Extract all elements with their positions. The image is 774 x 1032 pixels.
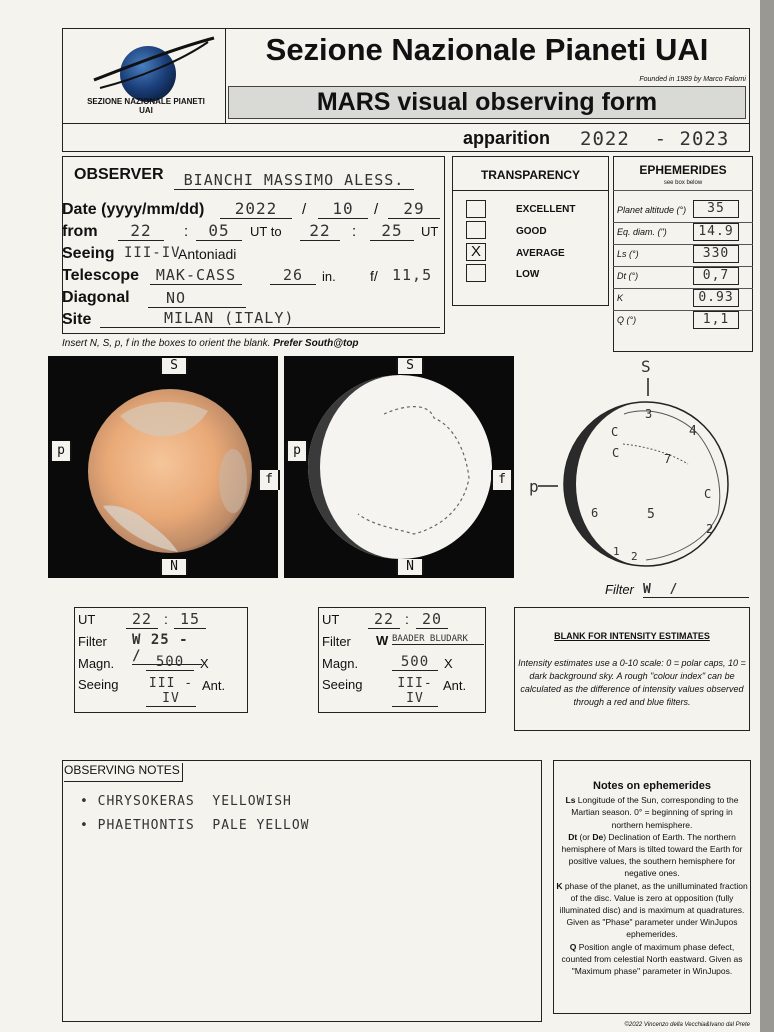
sketch-label-3: 3 [645,407,654,421]
transparency-excellent-checkbox[interactable] [466,200,486,218]
header-divider-v [225,29,226,123]
d1-ut-hour: 22 [126,610,158,629]
drawing-panel-color [48,356,278,578]
ephemerides-subtitle: see box below [663,180,703,186]
sketch-s-label: S [641,357,652,376]
transparency-good-checkbox[interactable] [466,221,486,239]
eph-notes-title: Notes on ephemerides [593,780,711,792]
eph-notes-content [556,780,748,977]
f-ratio-label: f/ [370,268,378,284]
sketch-label-2a: 2 [706,522,715,536]
sketch-label-6: 6 [591,506,600,520]
note-item-2-text: PHAETHONTIS PALE YELLOW [97,818,310,833]
eph-value-q: 1,1 [693,311,739,329]
d1-magn-value: 500 [146,654,194,671]
seeing-scale: Antoniadi [178,246,237,262]
eph-value-diameter: 14.9 [693,223,739,241]
date-day: 29 [388,199,440,219]
aperture-unit: in. [322,269,336,284]
transparency-good-label: GOOD [516,226,547,237]
d1-ut-minute: 15 [174,610,206,629]
eph-note-q-text: Position angle of maximum phase defect, counted from celestial North eastward. Given as "Maximum phase" parameter in WinJupos. [561,941,743,977]
ephemerides-title: EPHEMERIDES [639,163,727,177]
eph-note-dt-mid: (or [577,831,593,842]
d1-seeing-value: III - IV [146,676,196,707]
sketch-diagram [528,374,754,572]
eph-label-ls: Ls (°) [617,249,639,259]
d1-ut-colon: : [164,611,168,627]
eph-note-ls [556,794,748,831]
sketch-p-label: p [529,477,540,496]
eph-label-k: K [617,293,624,303]
drawing-panel-blue [284,356,514,578]
apparition-value: 2022 - 2023 [580,128,730,150]
eph-note-de-key: De [592,831,604,842]
to-minute: 25 [370,221,414,241]
transparency-low-label: LOW [516,269,540,280]
observing-notes-title: OBSERVING NOTES [64,763,183,782]
page-title: Sezione Nazionale Pianeti UAI [265,32,709,67]
transparency-average-label: AVERAGE [516,248,565,259]
observer-name: BIANCHI MASSIMO ALESS. [174,171,414,190]
sketch-label-c3: C [704,487,713,501]
instructions-bold: Prefer South@top [273,338,359,349]
eph-note-q-key: Q [569,941,577,952]
orient-f-color[interactable]: f [258,470,280,490]
d1-filter-value: W 25 - / [132,632,202,665]
from-minute: 05 [196,221,242,241]
eph-value-dt: 0,7 [693,267,739,285]
form-title: MARS visual observing form [228,86,746,119]
orient-p-color[interactable]: p [50,441,72,461]
d2-ut-hour: 22 [368,610,400,629]
d2-magn-x: X [444,656,453,671]
diagonal-label: Diagonal [62,289,130,306]
note-item-2: • PHAETHONTIS PALE YELLOW [80,818,310,833]
sketch-filter-value: W / [643,582,749,598]
eph-value-ls: 330 [693,245,739,263]
footer-credit: ©2022 Vincenzo della Vecchia&Ivano dal Prete [624,1022,750,1028]
date-year: 2022 [220,199,292,219]
date-label: Date (yyyy/mm/dd) [62,201,205,218]
d2-seeing-value: III-IV [392,676,438,707]
sketch-label-7: 7 [664,452,673,466]
d1-ut-label: UT [78,612,96,627]
d1-seeing-ant: Ant. [202,678,226,693]
sketch-label-c2: C [612,446,621,460]
intensity-title: BLANK FOR INTENSITY ESTIMATES [554,631,710,641]
from-hour: 22 [118,221,164,241]
eph-note-dt-text: ) Declination of Earth. The northern hemisphere of Mars is tilted toward the Earth for positive values, the southern hemisphere for negative ones. [561,831,743,879]
date-slash-2: / [374,201,379,218]
eph-note-ls-key: Ls [565,795,576,806]
orient-s-color[interactable]: S [160,358,188,374]
from-label: from [62,223,98,240]
eph-note-dt [556,831,748,880]
note-item-1-text: CHRYSOKERAS YELLOWISH [97,794,292,809]
eph-label-diameter: Eq. diam. (") [617,227,667,237]
instructions-text: Insert N, S, p, f in the boxes to orient the blank. [62,338,271,349]
d2-magn-value: 500 [392,654,438,671]
ut-to-label: UT to [250,224,282,239]
eph-label-dt: Dt (°) [617,271,639,281]
orient-s-blue[interactable]: S [396,358,424,374]
d1-filter-label: Filter [78,634,107,649]
eph-note-k-text: phase of the planet, as the unilluminated fraction of the disc. Value is zero at opposition (fully illuminated disc) and is maximum at quadratures. Given as "Phase" parameter under WinJupos ephemerides. [559,880,748,940]
observer-label: OBSERVER [74,166,164,183]
d2-ut-colon: : [405,611,409,627]
eph-note-dt-key: Dt [568,831,578,842]
site-label: Site [62,311,92,328]
eph-note-k-key: K [556,880,563,891]
orient-n-blue[interactable]: N [396,559,424,575]
transparency-title: TRANSPARENCY [480,168,581,182]
d2-filter-value: BAADER BLUDARK [392,634,484,645]
orientation-instructions [62,338,359,349]
d1-seeing-label: Seeing [78,677,119,692]
ut-label: UT [421,224,439,239]
f-ratio-value: 11,5 [392,266,433,284]
note-item-1: • CHRYSOKERAS YELLOWISH [80,794,292,809]
sketch-label-1: 1 [613,545,621,558]
aperture-value: 26 [270,266,316,285]
to-colon: : [352,223,357,240]
telescope-value: MAK-CASS [150,266,242,285]
d2-filter-w: W [376,633,389,648]
eph-note-q [556,941,748,978]
d2-magn-label: Magn. [322,656,359,671]
from-colon: : [184,223,189,240]
sketch-label-4: 4 [689,424,698,439]
d2-filter-label: Filter [322,634,351,649]
eph-note-ls-text: Longitude of the Sun, corresponding to the Martian season. 0° = beginning of spring in northern hemisphere. [571,795,739,830]
sketch-label-5: 5 [647,507,656,522]
d2-seeing-ant: Ant. [443,678,467,693]
sketch-filter-label: Filter [605,582,634,597]
d2-ut-label: UT [322,612,340,627]
logo-text-1: SEZIONE NAZIONALE PIANETI [87,97,205,106]
eph-value-altitude: 35 [693,200,739,218]
logo-planet-shape [120,46,176,102]
eph-label-altitude: Planet altitude (°) [617,205,687,215]
d1-magn-label: Magn. [78,656,115,671]
transparency-low-checkbox[interactable] [466,264,486,282]
eph-note-k [556,880,748,941]
ephemerides-table [613,190,753,328]
seeing-value: III-IV [124,245,181,261]
transparency-average-checkbox[interactable] [466,243,486,261]
founded-text: Founded in 1989 by Marco Falorni [639,76,746,83]
intensity-text: Intensity estimates use a 0-10 scale: 0 = polar caps, 10 = dark background sky. A rough "colour index" can be calculated as the difference of intensity values observed through a red and blue filters. [518,658,746,707]
uai-logo [90,32,220,104]
logo-text-2: UAI [139,106,153,115]
header-divider-h [62,123,750,124]
sketch-label-c1: C [611,425,620,439]
to-hour: 22 [300,221,340,241]
eph-label-q: Q (°) [617,315,637,325]
transparency-excellent-label: EXCELLENT [516,204,576,215]
orient-f-blue[interactable]: f [491,470,513,490]
telescope-label: Telescope [62,267,140,284]
sketch-label-2b: 2 [631,550,639,563]
d2-seeing-label: Seeing [322,677,363,692]
orient-p-blue[interactable]: p [286,441,308,461]
site-value: MILAN (ITALY) [100,309,440,328]
average-check-mark: X [470,243,481,260]
seeing-label: Seeing [62,245,115,262]
orient-n-color[interactable]: N [160,559,188,575]
transparency-title-line [452,190,609,191]
d2-ut-minute: 20 [416,610,448,629]
diagonal-value: NO [148,289,246,308]
apparition-label: apparition [463,128,551,148]
date-month: 10 [318,199,368,219]
d1-magn-x: X [200,656,209,671]
date-slash-1: / [302,201,307,218]
eph-value-k: 0.93 [693,289,739,307]
